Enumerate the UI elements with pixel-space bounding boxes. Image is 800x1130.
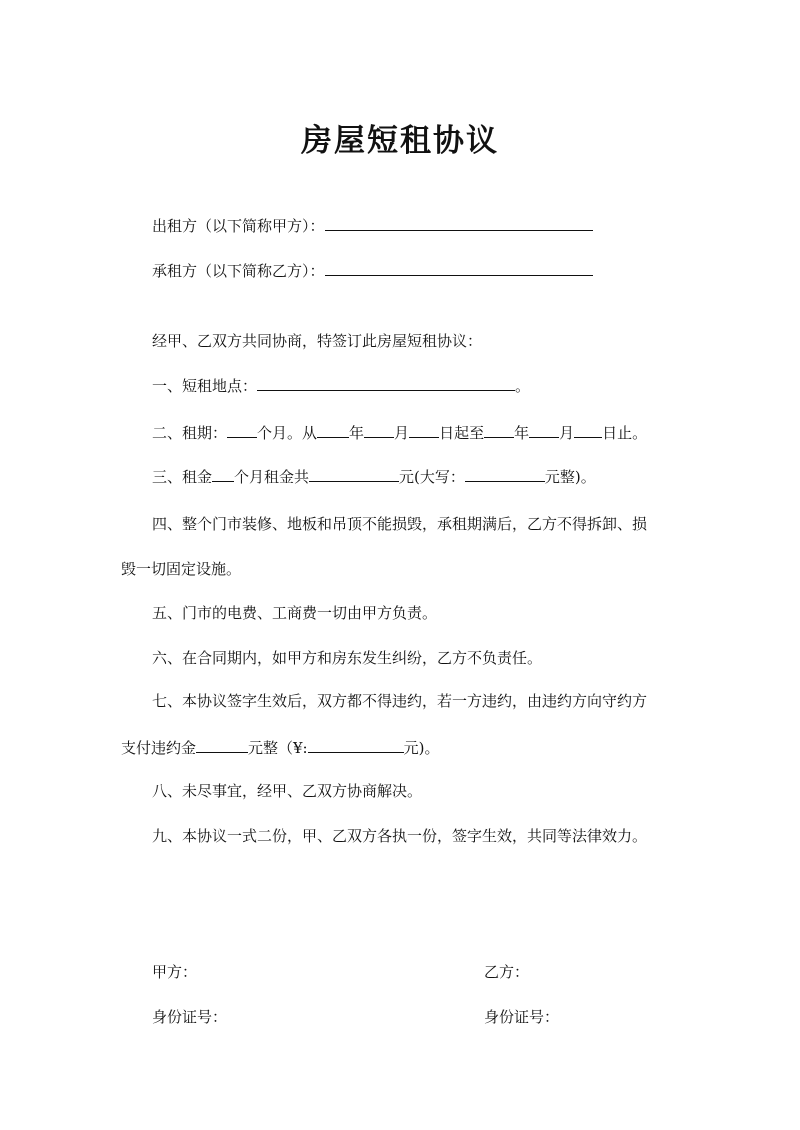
clause-9: 九、本协议一式二份，甲、乙双方各执一份，签字生效，共同等法律效力。 (152, 827, 648, 845)
clause-2-text-year: 年 (349, 424, 365, 442)
lessee-blank[interactable] (325, 258, 593, 276)
rental-location-blank[interactable] (257, 373, 515, 391)
clause-2-text-until: 日止。 (602, 424, 648, 442)
clause-2-label: 二、租期： (152, 424, 228, 442)
months-blank[interactable] (227, 420, 257, 438)
clause-2-text-from: 日起至 (439, 424, 485, 442)
clause-4-line-1: 四、整个门市装修、地板和吊顶不能损毁，承租期满后，乙方不得拆卸、损 (152, 515, 648, 533)
clause-2 (152, 420, 647, 445)
clause-3-text-total: 个月租金共 (234, 468, 310, 486)
party-b-id-label: 身份证号： (484, 1008, 560, 1026)
clause-4-line-2: 毁一切固定设施。 (121, 560, 242, 578)
clause-3 (152, 464, 596, 489)
clause-2-text-month: 月 (394, 424, 410, 442)
end-year-blank[interactable] (484, 420, 514, 438)
lessee-label: 承租方（以下简称乙方）： (152, 262, 325, 280)
page-title: 房屋短租协议 (301, 123, 499, 159)
clause-3-text-end: 元整)。 (544, 468, 596, 486)
clause-7-line-1: 七、本协议签字生效后，双方都不得违约，若一方违约，由违约方向守约方 (152, 692, 648, 710)
clause-2-text-end-year: 年 (514, 424, 530, 442)
rent-amount-blank[interactable] (309, 464, 399, 482)
party-b-signature-label: 乙方： (484, 963, 530, 981)
clause-7-text-end: 元)。 (403, 739, 440, 757)
rent-amount-capital-blank[interactable] (465, 464, 545, 482)
start-year-blank[interactable] (317, 420, 349, 438)
clause-3-text-capital: 元(大写： (399, 468, 465, 486)
clause-2-text-months: 个月。从 (257, 424, 318, 442)
clause-1-end: 。 (515, 377, 531, 395)
rent-months-blank[interactable] (212, 464, 234, 482)
start-month-blank[interactable] (364, 420, 394, 438)
lessor-blank[interactable] (325, 213, 593, 231)
clause-2-text-end-month: 月 (559, 424, 575, 442)
penalty-amount-blank[interactable] (196, 735, 248, 753)
lessee-line (152, 258, 593, 283)
clause-6: 六、在合同期内，如甲方和房东发生纠纷，乙方不负责任。 (152, 649, 543, 667)
penalty-yen-blank[interactable] (308, 735, 404, 753)
clause-1 (152, 373, 530, 398)
intro-text: 经甲、乙双方共同协商，特签订此房屋短租协议： (152, 332, 483, 350)
clause-7-text-yen: 元整（¥: (248, 739, 308, 757)
clause-7-text-penalty: 支付违约金 (121, 739, 197, 757)
party-a-id-label: 身份证号： (152, 1008, 228, 1026)
clause-8: 八、未尽事宜，经甲、乙双方协商解决。 (152, 782, 423, 800)
start-day-blank[interactable] (409, 420, 439, 438)
end-day-blank[interactable] (574, 420, 602, 438)
end-month-blank[interactable] (529, 420, 559, 438)
lessor-label: 出租方（以下简称甲方）： (152, 217, 325, 235)
lessor-line (152, 213, 593, 238)
clause-5: 五、门市的电费、工商费一切由甲方负责。 (152, 604, 438, 622)
clause-3-label: 三、租金 (152, 468, 213, 486)
clause-1-label: 一、短租地点： (152, 377, 258, 395)
party-a-signature-label: 甲方： (152, 963, 198, 981)
clause-7-line-2 (121, 735, 439, 760)
